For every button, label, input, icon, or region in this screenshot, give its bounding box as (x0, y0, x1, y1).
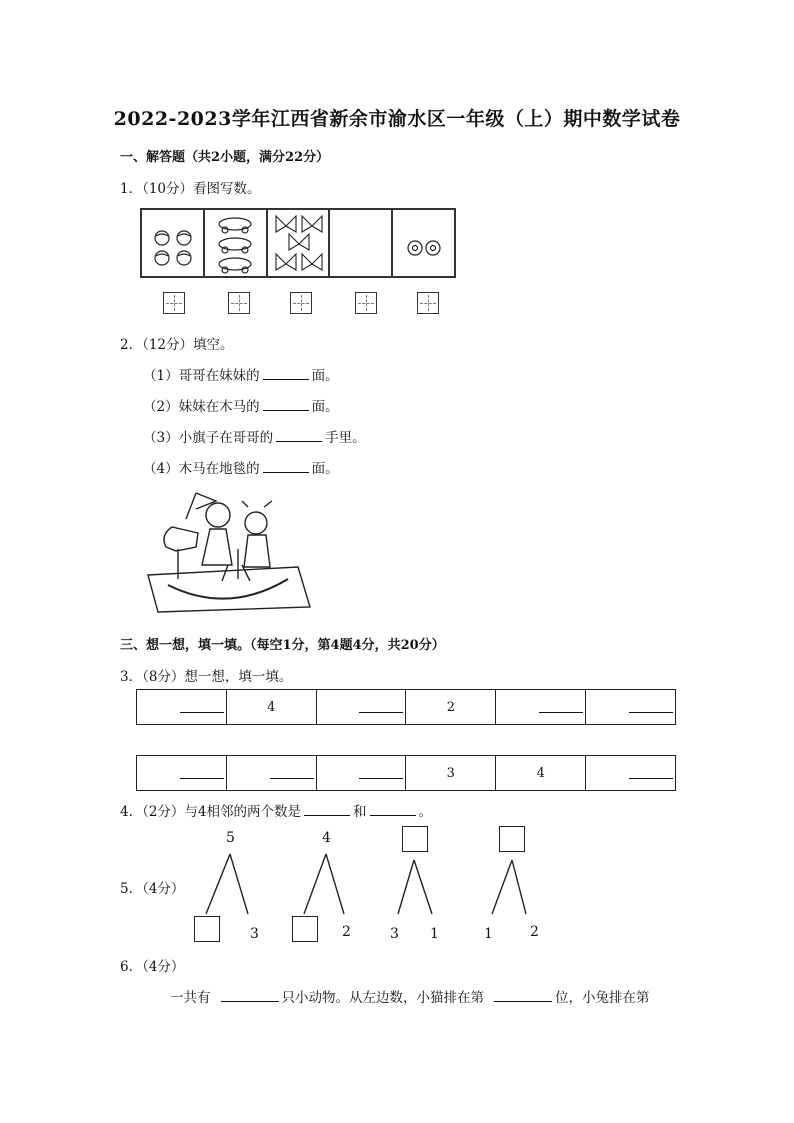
table1-cell-6[interactable] (586, 690, 676, 725)
q6-text-3: 位，小兔排在第 (555, 990, 650, 1006)
answer-box-4[interactable] (355, 292, 377, 314)
question-6-label: 6．（4分） (120, 959, 185, 975)
fill-blank-4[interactable] (263, 460, 309, 473)
fill-item-2 (143, 395, 339, 415)
table1-blank-1[interactable] (180, 712, 224, 713)
tree-2-top: 4 (322, 830, 331, 846)
table2-blank-1[interactable] (180, 778, 224, 779)
q6-text-2: 只小动物。从左边数，小猫排在第 (281, 990, 484, 1006)
tree-3-left: 3 (390, 926, 399, 942)
table1-blank-6[interactable] (629, 712, 673, 713)
question-6-text (170, 986, 650, 1006)
section-3-heading: 三、想一想，填一填。（每空1分，第4题4分，共20分） (120, 638, 445, 653)
table1-cell-1[interactable] (137, 690, 227, 725)
butterflies-icon (268, 210, 328, 276)
answer-box-5[interactable] (417, 292, 439, 314)
picture-cell-empty (330, 210, 393, 276)
table2-cell-5: 4 (496, 756, 586, 791)
cars-icon (205, 210, 265, 276)
tree-3-top-box[interactable] (402, 826, 428, 852)
table1-cell-4: 2 (406, 690, 496, 725)
question-4-suffix: 。 (418, 804, 433, 820)
tree-1-right: 3 (250, 926, 259, 942)
tree-2-left-box[interactable] (292, 916, 318, 942)
q6-text-1: 一共有 (170, 990, 211, 1006)
q6-blank-1[interactable] (221, 989, 279, 1002)
question-3-label: 3．（8分）想一想，填一填。 (120, 669, 293, 685)
tree-1-top: 5 (226, 830, 235, 846)
picture-cell-butterflies (268, 210, 331, 276)
table2-cell-2[interactable] (226, 756, 316, 791)
question-4-middle: 和 (353, 804, 367, 820)
fill-item-4-suffix: 面。 (311, 461, 339, 477)
fill-item-2-prefix: （2）妹妹在木马的 (143, 399, 260, 415)
q6-blank-2[interactable] (494, 989, 552, 1002)
fill-blank-2[interactable] (263, 398, 309, 411)
picture-cell-balls (142, 210, 205, 276)
page-title: 2022-2023学年江西省新余市渝水区一年级（上）期中数学试卷 (113, 108, 681, 130)
answer-box-1[interactable] (163, 292, 185, 314)
question-2-label: 2．（12分）填空。 (120, 337, 234, 353)
tree-2-right: 2 (342, 924, 351, 940)
q4-blank-1[interactable] (304, 803, 350, 816)
q4-blank-2[interactable] (370, 803, 416, 816)
fill-item-3 (143, 426, 366, 446)
answer-box-3[interactable] (290, 292, 312, 314)
table2-blank-2[interactable] (270, 778, 314, 779)
table1-blank-3[interactable] (359, 712, 403, 713)
table2-blank-3[interactable] (359, 778, 403, 779)
question-1-label: 1．（10分）看图写数。 (120, 181, 261, 197)
question-5-label: 5．（4分） (120, 881, 185, 897)
fill-blank-1[interactable] (263, 367, 309, 380)
table2-cell-1[interactable] (137, 756, 227, 791)
table1-cell-2: 4 (226, 690, 316, 725)
table2-blank-6[interactable] (629, 778, 673, 779)
fill-item-4 (143, 457, 339, 477)
fill-item-4-prefix: （4）木马在地毯的 (143, 461, 260, 477)
tree-1-left-box[interactable] (194, 916, 220, 942)
table1-cell-5[interactable] (496, 690, 586, 725)
table1-cell-3[interactable] (316, 690, 406, 725)
number-trees (186, 822, 546, 946)
answer-box-2[interactable] (228, 292, 250, 314)
tree-4-right: 2 (530, 924, 539, 940)
fill-item-3-prefix: （3）小旗子在哥哥的 (143, 430, 274, 446)
fill-item-3-suffix: 手里。 (325, 430, 366, 446)
tree-4-top-box[interactable] (499, 826, 525, 852)
fill-blank-3[interactable] (276, 429, 322, 442)
fill-item-1-prefix: （1）哥哥在妹妹的 (143, 368, 260, 384)
tree-4-left: 1 (484, 926, 493, 942)
question-4 (120, 800, 432, 820)
rocking-horse-illustration (138, 487, 314, 617)
picture-strip (140, 208, 456, 278)
table2-cell-4: 3 (406, 756, 496, 791)
question-4-prefix: 4．（2分）与4相邻的两个数是 (120, 804, 302, 820)
flowers-icon (393, 210, 453, 276)
section-1-heading: 一、解答题（共2小题，满分22分） (120, 150, 330, 165)
table2-cell-6[interactable] (586, 756, 676, 791)
picture-cell-cars (205, 210, 268, 276)
fill-item-1-suffix: 面。 (311, 368, 339, 384)
fill-item-2-suffix: 面。 (311, 399, 339, 415)
tree-3-right: 1 (430, 926, 439, 942)
fill-item-1 (143, 364, 339, 384)
picture-cell-flowers (393, 210, 454, 276)
number-table-2 (136, 755, 676, 791)
table2-cell-3[interactable] (316, 756, 406, 791)
balls-icon (142, 210, 202, 276)
number-table-1 (136, 689, 676, 725)
table1-blank-5[interactable] (539, 712, 583, 713)
